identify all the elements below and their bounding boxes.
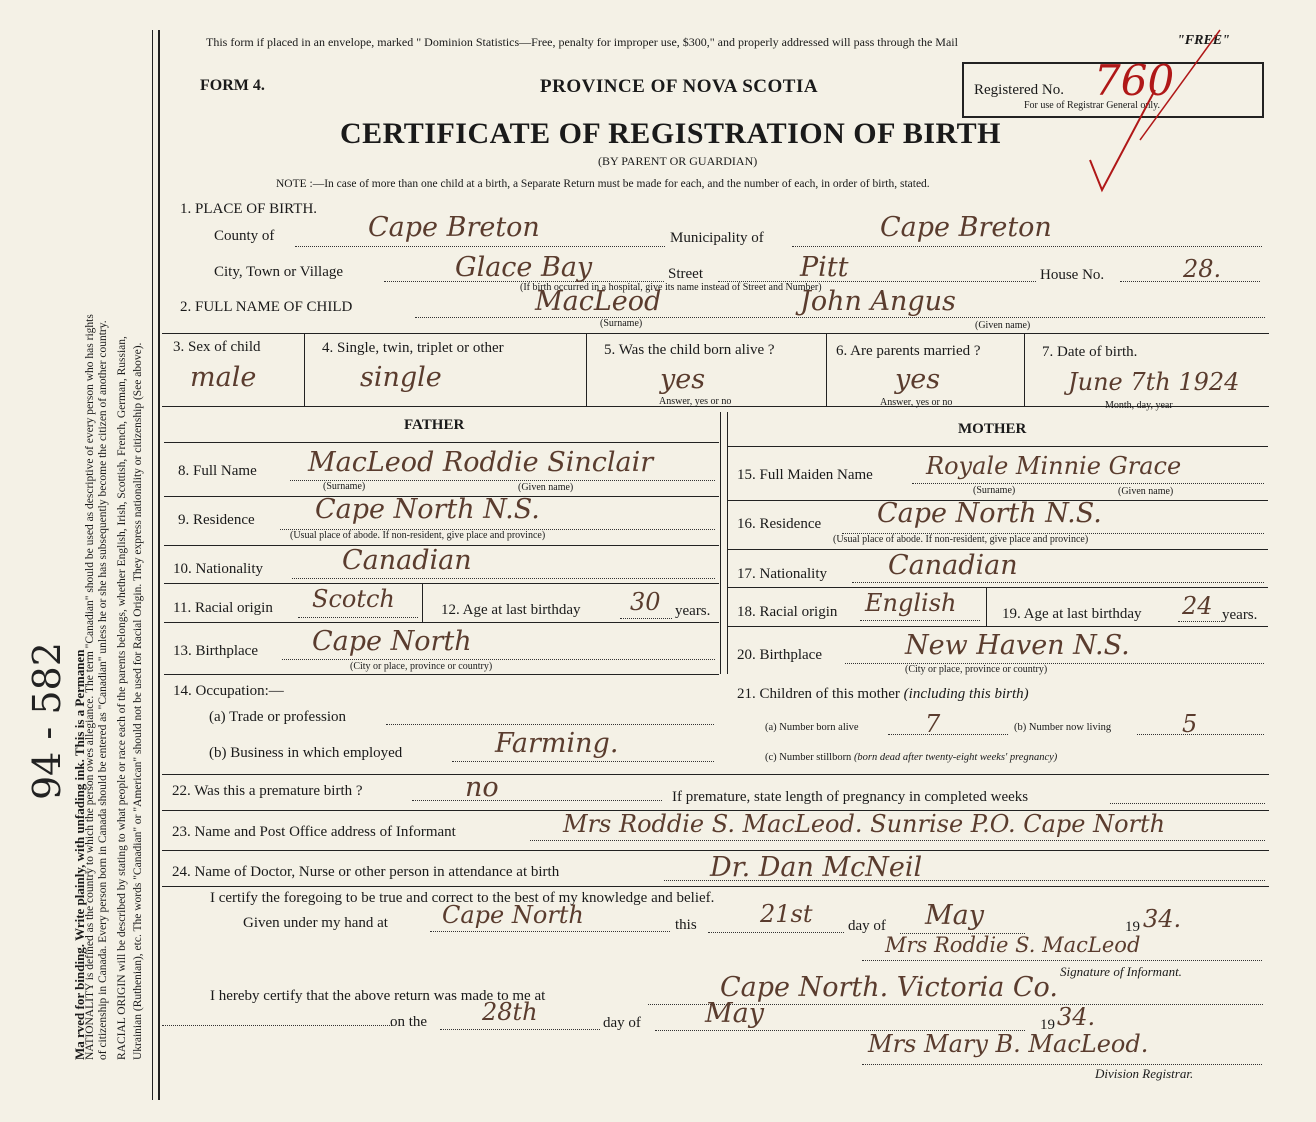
mother-age-value: 24 <box>1182 592 1213 620</box>
mother-birthplace-value: New Haven N.S. <box>905 630 1130 661</box>
registered-number: 760 <box>1094 56 1175 105</box>
mother-heading: MOTHER <box>958 421 1027 437</box>
mother-name-label: 15. Full Maiden Name <box>737 467 873 483</box>
trade-line <box>386 724 714 725</box>
street-label: Street <box>668 266 703 282</box>
informant-signature-line <box>862 960 1262 961</box>
premature-label: 22. Was this a premature birth ? <box>172 783 363 799</box>
given-day-of-label: day of <box>848 918 886 934</box>
married-value: yes <box>895 364 941 395</box>
living-count-label: (b) Number now living <box>1014 722 1112 733</box>
registrar-signature-line <box>862 1064 1262 1065</box>
married-caption: Answer, yes or no <box>880 397 953 408</box>
margin-rule-outer <box>152 30 153 1100</box>
mother-age-line <box>1178 621 1222 622</box>
living-count-line <box>1137 734 1264 735</box>
business-label: (b) Business in which employed <box>209 745 403 761</box>
father-birthplace-value: Cape North <box>312 626 472 657</box>
certificate-title: CERTIFICATE OF REGISTRATION OF BIRTH <box>340 117 1001 150</box>
street-value: Pitt <box>800 252 849 283</box>
father-row-rule-3 <box>164 583 719 584</box>
dob-caption: Month, day, year <box>1105 400 1173 411</box>
born-alive-value: yes <box>660 364 706 395</box>
mother-race-divider <box>986 587 987 626</box>
stillborn-label-text: (c) Number stillborn <box>765 752 852 763</box>
mother-name-line <box>912 483 1264 484</box>
note-multiple-births: NOTE :—In case of more than one child at a birth, a Separate Return must be made for each, and the number of each, in order of birth, stated. <box>276 178 930 190</box>
father-right-rule <box>720 412 721 674</box>
father-residence-value: Cape North N.S. <box>315 494 540 525</box>
father-nationality-value: Canadian <box>342 545 472 576</box>
mother-nationality-value: Canadian <box>888 550 1018 581</box>
bottom-top-rule <box>162 774 1269 775</box>
plurality-value: single <box>360 362 442 393</box>
given-month-value: May <box>925 900 984 931</box>
municipality-line <box>792 246 1262 247</box>
informant-line <box>530 840 1265 841</box>
father-birthplace-caption: (City or place, province or country) <box>350 661 493 672</box>
father-name-value: MacLeod Roddie Sinclair <box>308 447 654 478</box>
mother-nationality-label: 17. Nationality <box>737 566 827 582</box>
return-day-of-label: day of <box>603 1015 641 1031</box>
father-age-line <box>620 618 672 619</box>
born-alive-count-label: (a) Number born alive <box>765 722 859 733</box>
given-day-value: 21st <box>760 900 813 928</box>
form-number: FORM 4. <box>200 77 265 94</box>
row3-divider-4 <box>1024 333 1025 406</box>
mother-residence-label: 16. Residence <box>737 516 822 532</box>
father-race-divider <box>422 583 423 622</box>
mother-row-rule-3 <box>728 587 1268 588</box>
return-year-prefix: 19 <box>1040 1017 1055 1033</box>
given-year-value: 34. <box>1143 905 1182 933</box>
return-day-line <box>440 1029 600 1030</box>
married-label: 6. Are parents married ? <box>836 343 981 359</box>
father-nationality-line <box>292 578 715 579</box>
business-value: Farming. <box>495 728 619 759</box>
mother-nationality-line <box>852 582 1264 583</box>
province-heading: PROVINCE OF NOVA SCOTIA <box>540 76 819 97</box>
row3-divider-3 <box>826 333 827 406</box>
doctor-value: Dr. Dan McNeil <box>710 852 923 883</box>
county-value: Cape Breton <box>368 212 540 243</box>
mother-race-line <box>860 620 980 621</box>
county-label: County of <box>214 228 275 244</box>
registrar-signature: Mrs Mary B. MacLeod. <box>868 1030 1149 1058</box>
municipality-value: Cape Breton <box>880 212 1052 243</box>
premature-length-line <box>1110 803 1265 804</box>
return-year-value: 34. <box>1057 1003 1096 1031</box>
father-row-rule-4 <box>164 622 719 623</box>
informant-label: 23. Name and Post Office address of Informant <box>172 824 456 840</box>
born-alive-count-value: 7 <box>925 710 941 738</box>
father-birthplace-line <box>282 659 715 660</box>
child-given-caption: (Given name) <box>975 320 1031 331</box>
mother-name-value: Royale Minnie Grace <box>926 452 1182 480</box>
house-label: House No. <box>1040 267 1105 283</box>
mother-birthplace-caption: (City or place, province or country) <box>905 664 1048 675</box>
doctor-label: 24. Name of Doctor, Nurse or other person in attendance at birth <box>172 864 560 880</box>
stillborn-label <box>765 752 1057 763</box>
margin-rule-inner <box>158 30 160 1100</box>
premature-length-label: If premature, state length of pregnancy in completed weeks <box>672 789 1029 805</box>
father-race-line <box>298 617 418 618</box>
mother-residence-caption: (Usual place of abode. If non-resident, give place and province) <box>833 534 1089 545</box>
father-race-label: 11. Racial origin <box>173 600 273 616</box>
registrar-use-note: For use of Registrar General only. <box>1024 100 1160 111</box>
mother-row-rule-4 <box>728 626 1268 627</box>
city-label: City, Town or Village <box>214 264 344 280</box>
father-birthplace-label: 13. Birthplace <box>173 643 258 659</box>
city-value: Glace Bay <box>455 252 593 283</box>
mother-race-value: English <box>865 589 957 617</box>
father-years-label: years. <box>675 603 711 619</box>
informant-value: Mrs Roddie S. MacLeod. Sunrise P.O. Cape North <box>563 810 1166 838</box>
child-name-line <box>415 317 1265 318</box>
return-day-value: 28th <box>482 998 538 1026</box>
mother-birthplace-label: 20. Birthplace <box>737 647 822 663</box>
row3-top-rule <box>162 333 1269 334</box>
row3-divider-2 <box>586 333 587 406</box>
father-residence-caption: (Usual place of abode. If non-resident, give place and province) <box>290 530 546 541</box>
bottom-rule-3 <box>162 886 1269 887</box>
father-header-rule <box>164 442 719 443</box>
mother-header-rule <box>728 446 1268 447</box>
father-row-rule-5 <box>164 674 719 675</box>
envelope-note: This form if placed in an envelope, marked " Dominion Statistics—Free, penalty for improper use, $300," and properly addressed will pass through the Mail <box>206 35 958 49</box>
place-of-birth-heading: 1. PLACE OF BIRTH. <box>180 201 318 217</box>
bottom-rule-2 <box>162 850 1269 851</box>
father-heading: FATHER <box>404 417 465 433</box>
sex-value: male <box>190 362 257 393</box>
registrar-label: Division Registrar. <box>1095 1066 1194 1081</box>
children-label-text: 21. Children of this mother <box>737 686 900 702</box>
child-name-label: 2. FULL NAME OF CHILD <box>180 299 353 315</box>
return-leader-line <box>162 1025 392 1026</box>
informant-signature: Mrs Roddie S. MacLeod <box>885 933 1141 957</box>
file-number: 94 - 582 <box>25 642 69 800</box>
stillborn-label-paren: (born dead after twenty-eight weeks' pregnancy) <box>853 752 1058 763</box>
margin-racial-origin-note: RACIAL ORIGIN will be described by stating to what people or race each of the parents belongs, whether English, Irish, Scottish, French, German, Russian, <box>116 336 128 1060</box>
certificate-subtitle: (BY PARENT OR GUARDIAN) <box>598 154 758 168</box>
return-month-value: May <box>705 998 764 1029</box>
business-line <box>452 761 714 762</box>
mother-residence-value: Cape North N.S. <box>877 498 1102 529</box>
mother-years-label: years. <box>1222 607 1258 623</box>
mother-race-label: 18. Racial origin <box>737 604 838 620</box>
occupation-label: 14. Occupation:— <box>173 683 284 699</box>
dob-value: June 7th 1924 <box>1068 368 1240 396</box>
return-on-the-label: on the <box>390 1014 428 1030</box>
given-day-line <box>708 932 844 933</box>
trade-label: (a) Trade or profession <box>209 709 347 725</box>
margin-citizenship-note: of citizenship in Canada. Every person born in Canada should be entered as "Canadian" unless he or she has subsequently become the citizen of another country. <box>97 320 109 1060</box>
red-check-mark <box>1080 20 1230 200</box>
hospital-note: (If birth occurred in a hospital, give its name instead of Street and Number) <box>520 282 822 293</box>
born-alive-count-line <box>888 734 1008 735</box>
return-place-value: Cape North. Victoria Co. <box>720 972 1058 1003</box>
father-age-value: 30 <box>630 588 661 616</box>
father-given-caption: (Given name) <box>518 482 574 493</box>
mother-surname-caption: (Surname) <box>973 485 1016 496</box>
born-alive-label: 5. Was the child born alive ? <box>604 342 775 358</box>
mother-age-label: 19. Age at last birthday <box>1002 606 1142 622</box>
sex-label: 3. Sex of child <box>173 339 261 355</box>
given-place-line <box>430 931 670 932</box>
father-residence-label: 9. Residence <box>178 512 255 528</box>
father-nationality-label: 10. Nationality <box>173 561 263 577</box>
child-given-name: John Angus <box>800 286 956 317</box>
given-under-hand-label: Given under my hand at <box>243 915 388 931</box>
given-this-label: this <box>675 917 697 933</box>
child-surname: MacLeod <box>535 286 662 317</box>
child-surname-caption: (Surname) <box>600 318 643 329</box>
born-alive-caption: Answer, yes or no <box>659 396 732 407</box>
plurality-label: 4. Single, twin, triplet or other <box>322 340 504 356</box>
dob-label: 7. Date of birth. <box>1042 344 1138 360</box>
premature-line <box>412 800 662 801</box>
father-race-value: Scotch <box>312 585 395 613</box>
children-label <box>737 686 1029 703</box>
given-year-prefix: 19 <box>1125 919 1140 935</box>
county-line <box>295 246 665 247</box>
father-surname-caption: (Surname) <box>323 481 366 492</box>
father-age-label: 12. Age at last birthday <box>441 602 581 618</box>
registered-label: Registered No. <box>974 82 1064 98</box>
return-made-label: I hereby certify that the above return was made to me at <box>210 988 546 1004</box>
margin-reserved-note: Ma rved for binding. Write plainly, with unfading ink. This is a Permanen <box>72 649 87 1060</box>
premature-value: no <box>465 772 499 803</box>
free-mark: "FREE" <box>1177 33 1230 48</box>
municipality-label: Municipality of <box>670 230 764 246</box>
given-place-value: Cape North <box>442 901 584 929</box>
mother-left-rule <box>727 412 728 674</box>
father-name-label: 8. Full Name <box>178 463 257 479</box>
margin-racial-origin-note-2: Ukrainian (Ruthenian), etc. The words "Canadian" or "American" should not be used for Racial Origin. They express nationality or citizenship (See above). <box>132 342 144 1060</box>
house-value: 28. <box>1183 255 1222 283</box>
margin-nationality-note: NATIONALITY is defined as the country to which the person owes allegiance. The term "Canadian" should be used as descriptive of every person who has rights <box>84 314 96 1060</box>
mother-given-caption: (Given name) <box>1118 486 1174 497</box>
row3-divider-1 <box>304 333 305 406</box>
informant-signature-label: Signature of Informant. <box>1060 964 1182 979</box>
children-label-paren: (including this birth) <box>903 686 1029 702</box>
living-count-value: 5 <box>1182 710 1198 738</box>
certify-statement: I certify the foregoing to be true and correct to the best of my knowledge and belief. <box>210 890 715 906</box>
left-margin-notes <box>0 0 162 1122</box>
